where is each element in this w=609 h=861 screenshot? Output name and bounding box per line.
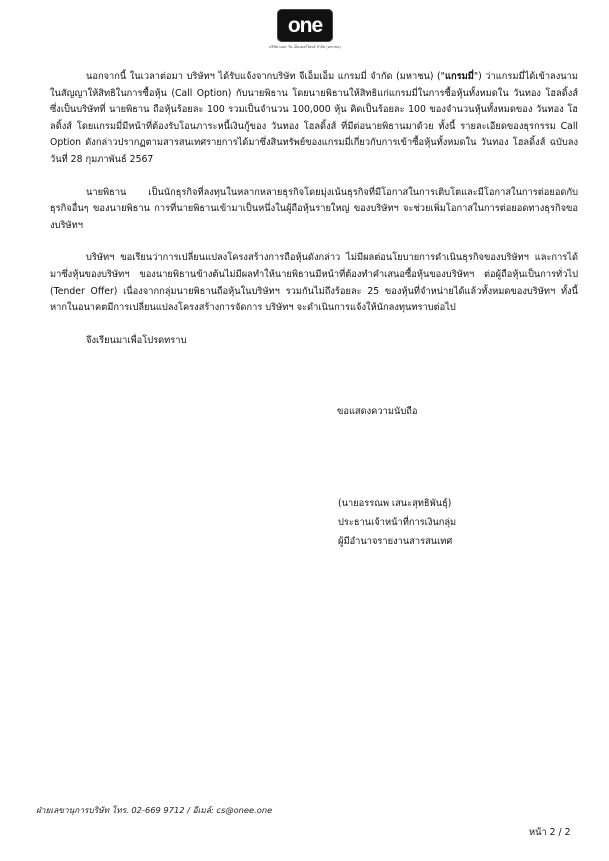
paragraph-1-end: ") ว่าแกรมมี่ได้เข้าลงนามในสัญญาให้สิทธิในการซื้อหุ้น (Call Option) กับนายพิธาน โดยนายพิธานให้สิทธิแก่แกรมมี่ในการซื้อหุ้นทั้งหมดใน วันทอง โฮลดิ้งส์ ซึ่งเป็นบริษัทที่ นายพิธาน ถือหุ้นร้อยละ 100 รวมเป็นจำนวน 100,000 หุ้น คิดเป็นร้อยละ 100 ของจำนวนหุ้นทั้งหมดของ วันทอง โฮลดิ้งส์ โดยแกรมมี่มีหน้าที่ต้องรับโอนภาระหนี้เงินกู้ของ วันทอง โฮลดิ้งส์ ที่มีต่อนายพิธานมาด้วย ทั้งนี้ รายละเอียดของธุรกรรม Call Option ดังกล่าวปรากฏตามสารสนเทศรายการได้มาซึ่งสินทรัพย์ของแกรมมี่เกี่ยวกับการเข้าซื้อหุ้นทั้งหมดใน วันทอง โฮลดิ้งส์ ฉบับลงวันที่ 28 กุมภาพันธ์ 2567 [50,71,579,165]
logo-box [277,9,333,42]
closing-text: ขอแสดงความนับถือ [337,406,418,417]
paragraph-2: นายพิธาน เป็นนักธุรกิจที่ลงทุนในหลากหลายธุรกิจโดยมุ่งเน้นธุรกิจที่มีโอกาสในการเติบโตและมีโอกาสในการต่อยอดกับธุรกิจอื่นๆ ของนายพิธาน การที่นายพิธานเข้ามาเป็นหนึ่งในผู้ถือหุ้นรายใหญ่ ของบริษัทฯ จะช่วยเพิ่มโอกาสในการต่อยอดทางธุรกิจของบริษัทฯ [50,186,578,231]
logo-tagline: บริษัท เดอะ วัน เอ็นเตอร์ไพรส์ จำกัด (มหาชน) [269,45,341,49]
paragraph-1 [50,69,578,169]
paragraph-3: บริษัทฯ ขอเรียนว่าการเปลี่ยนแปลงโครงสร้างการถือหุ้นดังกล่าว ไม่มีผลต่อนโยบายการดำเนินธุรกิจของบริษัทฯ และการได้มาซึ่งหุ้นของบริษัทฯ ของนายพิธานข้างต้นไม่มีผลทำให้นายพิธานมีหน้าที่ต้องทำคำเสนอซื้อหุ้นของบริษัทฯ ต่อผู้ถือหุ้นเป็นการทั่วไป (Tender Offer) เนื่องจากกลุ่มนายพิธานถือหุ้นในบริษัทฯ รวมกันไม่ถึงร้อยละ 25 ของหุ้นที่จำหน่ายได้แล้วทั้งหมดของบริษัทฯ ทั้งนี้ หากในอนาคตมีการเปลี่ยนแปลงโครงสร้างการจัดการ บริษัทฯ จะดำเนินการแจ้งให้นักลงทุนทราบต่อไป [50,252,578,314]
paragraph-1-bold: แกรมมี่ [444,71,474,82]
company-logo [269,9,341,51]
footer-contact: ฝ่ายเลขานุการบริษัท โทร. 02-669 9712 / อีเมล์: cs@onee.one [36,805,273,815]
paragraph-4: จึงเรียนมาเพื่อโปรดทราบ [86,334,187,346]
signature-block [338,494,456,551]
paragraph-1-start: นอกจากนี้ ในเวลาต่อมา บริษัทฯ ได้รับแจ้งจากบริษัท จีเอ็มเอ็ม แกรมมี่ จำกัด (มหาชน) (" [86,71,445,82]
signer-title-1: ประธานเจ้าหน้าที่การเงินกลุ่ม [338,517,457,528]
signer-name: (นายอรรณพ เสนะสุทธิพันธุ์) [338,498,452,509]
letter-body [50,69,578,365]
signer-title-2: ผู้มีอำนาจรายงานสารสนเทศ [338,536,453,547]
page-number: หน้า 2 / 2 [529,827,571,838]
logo-text: one [287,14,323,37]
